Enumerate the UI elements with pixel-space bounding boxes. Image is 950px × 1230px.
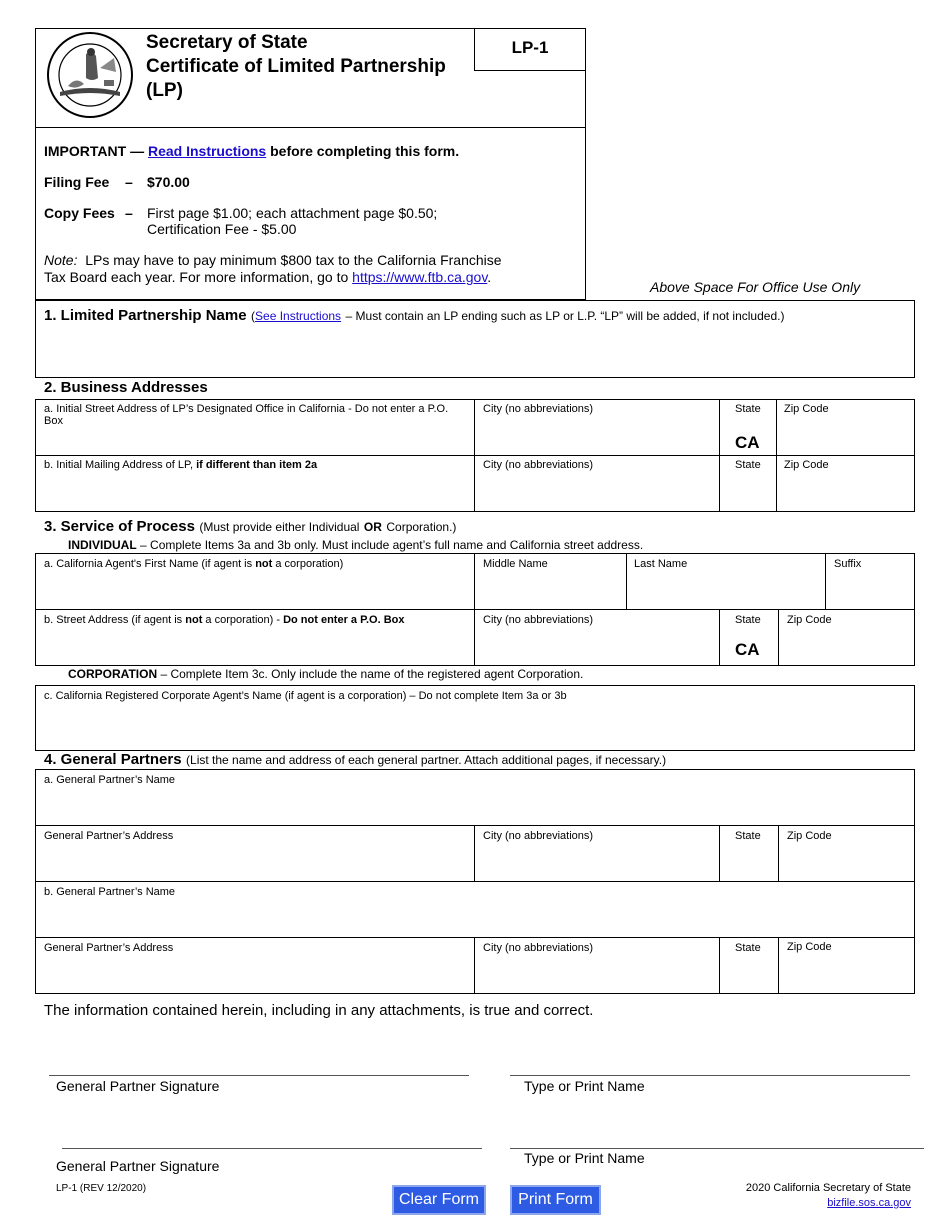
section1-desc: – Must contain an LP ending such as LP or L.P. “LP” will be added, if not included.) xyxy=(345,309,785,323)
section1-heading xyxy=(44,307,784,325)
signature-line-2[interactable] xyxy=(62,1148,482,1149)
s2a-city-label[interactable]: City (no abbreviations) xyxy=(483,403,594,415)
note-text1: LPs may have to pay minimum $800 tax to the California Franchise xyxy=(85,252,502,268)
header-divider xyxy=(35,127,586,128)
s2-col2 xyxy=(719,399,720,512)
print-name-label-2: Type or Print Name xyxy=(524,1150,645,1166)
note-line1 xyxy=(44,252,502,268)
filing-fee-value: $70.00 xyxy=(147,174,190,190)
section2-title: 2. Business Addresses xyxy=(44,379,208,396)
print-name-label-1: Type or Print Name xyxy=(524,1078,645,1094)
print-name-line-1[interactable] xyxy=(510,1075,910,1076)
form-revision: LP-1 (REV 12/2020) xyxy=(56,1183,147,1194)
s2-col3 xyxy=(776,399,777,512)
s2b-mailing-label[interactable] xyxy=(44,459,317,471)
s2-row-divider xyxy=(35,455,915,456)
s4a-zip-label[interactable]: Zip Code xyxy=(787,830,832,842)
corporation-text: – Complete Item 3c. Only include the name of the registered agent Corporation. xyxy=(160,667,584,681)
read-instructions-link[interactable]: Read Instructions xyxy=(147,143,267,159)
copy-fees-line2: Certification Fee - $5.00 xyxy=(147,221,297,237)
s3a-first-name-label[interactable] xyxy=(44,558,343,570)
s2b-state-label[interactable]: State xyxy=(735,459,761,471)
s3b-bold: Do not enter a P.O. Box xyxy=(283,614,405,626)
see-instructions-link[interactable]: See Instructions xyxy=(255,309,342,323)
bizfile-link[interactable]: bizfile.sos.ca.gov xyxy=(827,1197,911,1209)
s3a-suffix-label[interactable]: Suffix xyxy=(834,558,862,570)
s2b-label-text: b. Initial Mailing Address of LP, xyxy=(44,459,193,471)
s3b-label1: b. Street Address (if agent is xyxy=(44,614,183,626)
state-seal-icon xyxy=(46,30,134,120)
filing-fee-dash: – xyxy=(125,174,133,190)
copy-fees-line1: First page $1.00; each attachment page $0.50; xyxy=(147,205,438,221)
s3a-label2: a corporation) xyxy=(275,558,344,570)
s4a-city-label[interactable]: City (no abbreviations) xyxy=(483,830,594,842)
s4a-state-label[interactable]: State xyxy=(735,830,761,842)
s2a-state-label: State xyxy=(735,403,761,415)
s4b-name-label[interactable]: b. General Partner’s Name xyxy=(44,886,176,898)
s4b-state-label[interactable]: State xyxy=(735,942,761,954)
s3a-middle-name-label[interactable]: Middle Name xyxy=(483,558,548,570)
form-code: LP-1 xyxy=(511,38,549,57)
note-line2 xyxy=(44,269,491,285)
s4b-zip-label[interactable]: Zip Code xyxy=(787,941,832,953)
s2b-city-label[interactable]: City (no abbreviations) xyxy=(483,459,594,471)
note-end: . xyxy=(487,269,492,285)
section3-sub2: Corporation.) xyxy=(386,520,457,534)
signature-label-1: General Partner Signature xyxy=(56,1078,220,1094)
s2a-street-label[interactable]: a. Initial Street Address of LP’s Designated Office in California - Do not enter a P.O. Box xyxy=(44,403,449,427)
s4-row1 xyxy=(35,825,915,826)
s3c-label: c. California Registered Corporate Agent’s Name (if agent is a corporation) – Do not complete Item 3a or 3b xyxy=(44,690,567,702)
form-title: Certificate of Limited Partnership xyxy=(146,56,446,77)
signature-line-1[interactable] xyxy=(49,1075,469,1076)
section3-or: OR xyxy=(363,520,382,534)
important-line xyxy=(44,143,459,159)
important-prefix: IMPORTANT — xyxy=(44,143,145,159)
office-use-text: Above Space For Office Use Only xyxy=(650,279,861,295)
s3-col1 xyxy=(474,553,475,666)
s3b-state-value: CA xyxy=(735,640,760,659)
s4b-address-label[interactable]: General Partner’s Address xyxy=(44,942,174,954)
section4-title: 4. General Partners xyxy=(44,751,182,768)
s3b-zip-label[interactable]: Zip Code xyxy=(787,614,832,626)
print-name-line-2[interactable] xyxy=(510,1148,924,1149)
corporation-instruction xyxy=(68,667,583,681)
s3-col2 xyxy=(626,553,627,609)
important-suffix: before completing this form. xyxy=(270,143,460,159)
s2b-label-bold: if different than item 2a xyxy=(196,459,318,471)
agency-name: Secretary of State xyxy=(146,32,308,53)
s3b-city-label[interactable]: City (no abbreviations) xyxy=(483,614,594,626)
section1-paren: ( xyxy=(251,309,256,323)
s4-a-col3 xyxy=(778,825,779,881)
s4a-address-label[interactable]: General Partner’s Address xyxy=(44,830,174,842)
section3-title: 3. Service of Process xyxy=(44,518,195,535)
copy-fees-dash: – xyxy=(125,205,133,221)
s4-b-col3 xyxy=(778,937,779,994)
individual-instruction xyxy=(68,538,643,552)
s2b-zip-label[interactable]: Zip Code xyxy=(784,459,829,471)
s2a-state-value: CA xyxy=(735,433,760,452)
individual-text: – Complete Items 3a and 3b only. Must include agent’s full name and California street address. xyxy=(140,538,644,552)
s3b-label2: a corporation) - xyxy=(205,614,281,626)
s3b-not: not xyxy=(185,614,203,626)
s4b-city-label[interactable]: City (no abbreviations) xyxy=(483,942,594,954)
s4-a-col1 xyxy=(474,825,475,881)
note-text2: Tax Board each year. For more information, go to xyxy=(44,269,349,285)
s2-col1 xyxy=(474,399,475,512)
individual-bold: INDIVIDUAL xyxy=(68,538,137,552)
s4a-name-label[interactable]: a. General Partner’s Name xyxy=(44,774,176,786)
s3a-label1: a. California Agent's First Name (if agent is xyxy=(44,558,253,570)
section1-title: 1. Limited Partnership Name xyxy=(44,307,247,324)
copy-fees-label: Copy Fees xyxy=(44,205,115,221)
s3-row-divider xyxy=(35,609,915,610)
s4-row3 xyxy=(35,937,915,938)
section4-heading xyxy=(44,751,666,769)
signature-label-2: General Partner Signature xyxy=(56,1158,220,1174)
s4-b-col1 xyxy=(474,937,475,994)
certification-text: The information contained herein, including in any attachments, is true and correct. xyxy=(44,1002,594,1019)
s3-col5 xyxy=(778,609,779,666)
ftb-link[interactable]: https://www.ftb.ca.gov xyxy=(352,269,488,285)
print-form-button[interactable]: Print Form xyxy=(510,1185,601,1215)
note-label: Note: xyxy=(44,252,78,268)
s3-col3 xyxy=(825,553,826,609)
section3-sub1: (Must provide either Individual xyxy=(199,520,360,534)
copyright-text: 2020 California Secretary of State xyxy=(745,1182,911,1194)
filing-fee-label: Filing Fee xyxy=(44,174,110,190)
s4-a-col2 xyxy=(719,825,720,881)
s2a-zip-label[interactable]: Zip Code xyxy=(784,403,829,415)
form-abbrev: (LP) xyxy=(146,80,183,101)
s3-col4 xyxy=(719,609,720,666)
s3a-not: not xyxy=(255,558,273,570)
section4-sub: (List the name and address of each general partner. Attach additional pages, if necessary.) xyxy=(186,753,667,767)
s4-row2 xyxy=(35,881,915,882)
s3a-last-name-label[interactable]: Last Name xyxy=(634,558,688,570)
s3b-street-label[interactable] xyxy=(44,614,405,626)
corporation-bold: CORPORATION xyxy=(68,667,158,681)
s3b-state-label: State xyxy=(735,614,761,626)
clear-form-button[interactable]: Clear Form xyxy=(392,1185,486,1215)
section3-heading xyxy=(44,518,456,536)
s4-b-col2 xyxy=(719,937,720,994)
